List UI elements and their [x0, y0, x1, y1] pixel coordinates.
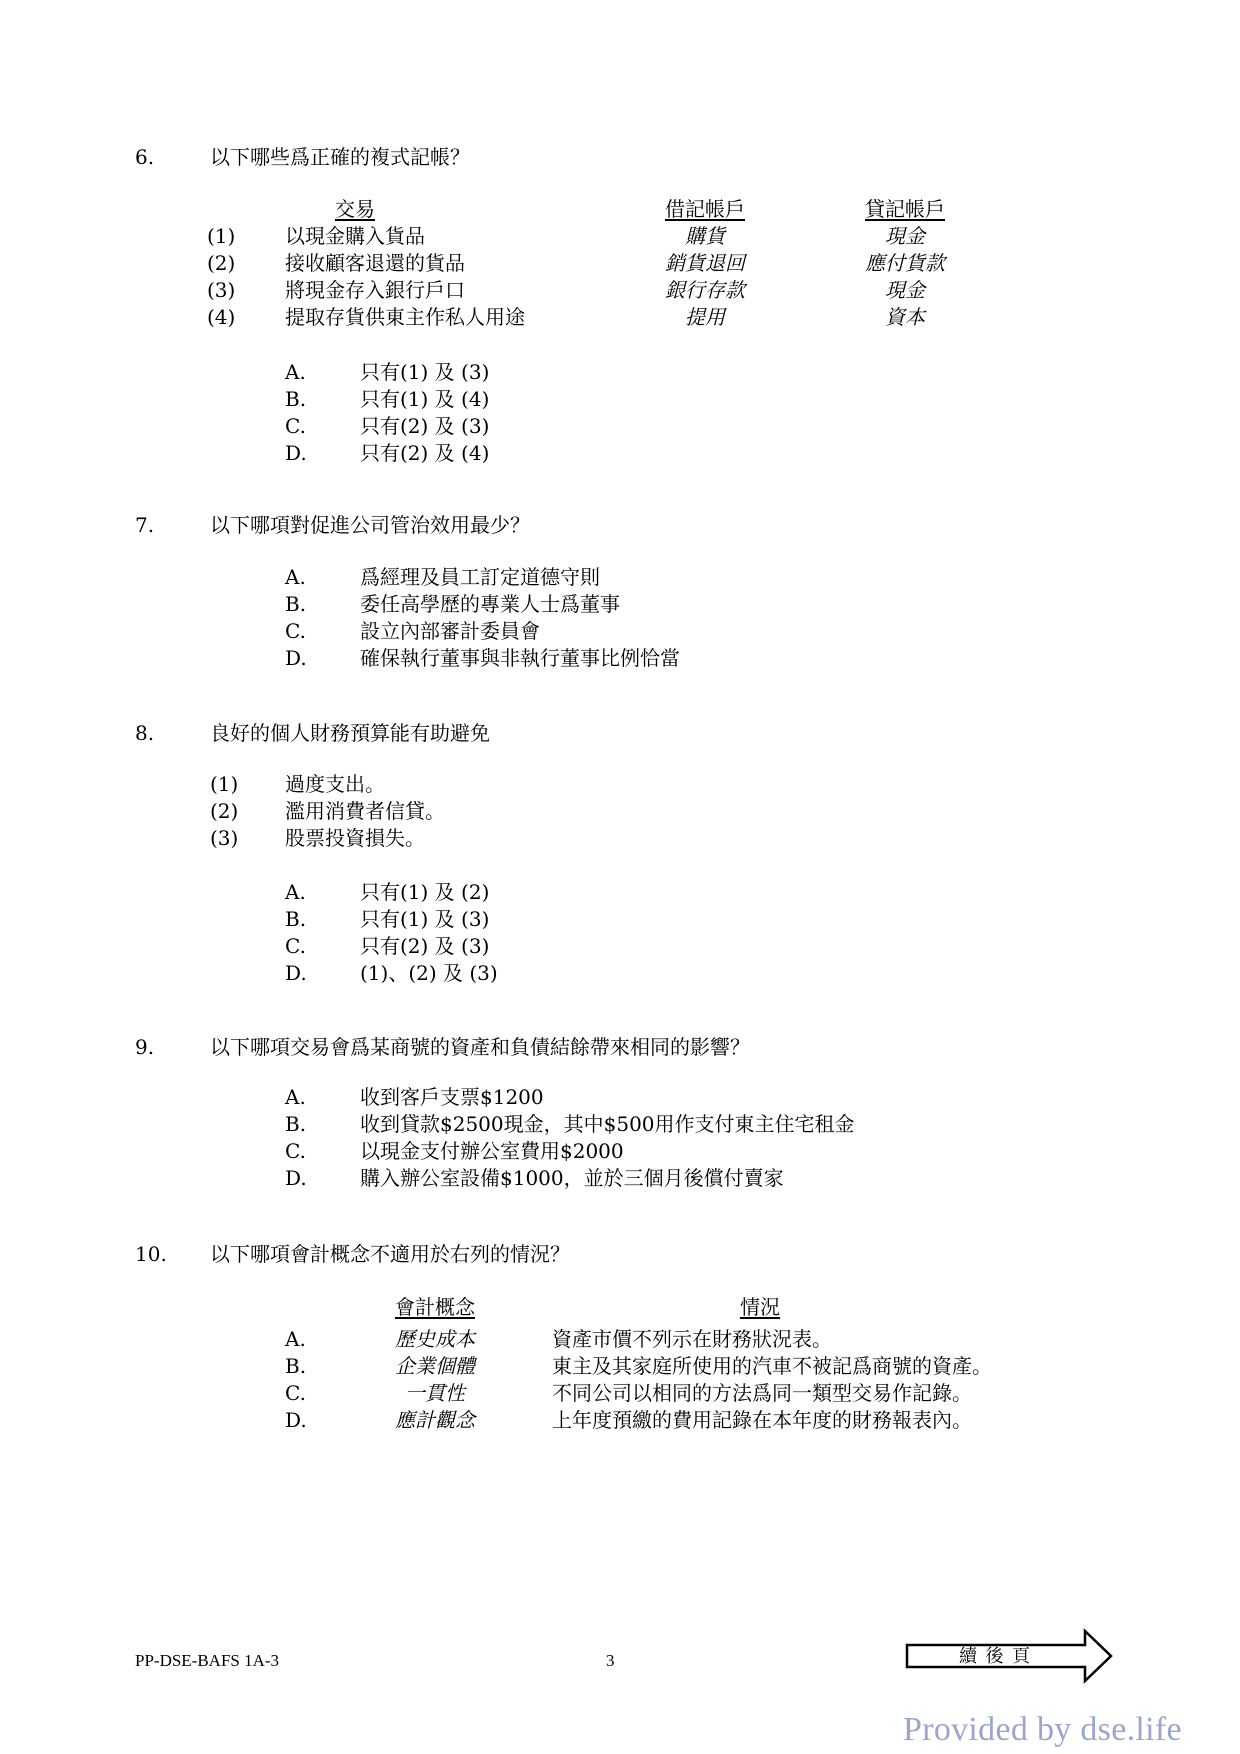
q9-option-b-text: 收到貸款$2500現金，其中$500用作支付東主住宅租金 — [360, 1112, 855, 1136]
q9-option-a-letter: A. — [285, 1085, 306, 1109]
q9-option-d-letter: D. — [285, 1166, 307, 1190]
q10-option-b-situation: 東主及其家庭所使用的汽車不被記爲商號的資產。 — [552, 1354, 992, 1378]
q10-option-a-letter: A. — [285, 1327, 306, 1351]
question-8-text: 良好的個人財務預算能有助避免 — [210, 721, 490, 745]
question-7-text: 以下哪項對促進公司管治效用最少？ — [210, 513, 530, 537]
q7-option-a-letter: A. — [285, 565, 306, 589]
q6-row-num: (3) — [207, 278, 236, 302]
q6-row-debit: 銷貨退回 — [665, 251, 745, 275]
q6-option-c-text: 只有(2) 及 (3) — [360, 414, 490, 438]
q8-option-c-text: 只有(2) 及 (3) — [360, 934, 490, 958]
q8-option-b-text: 只有(1) 及 (3) — [360, 907, 490, 931]
q10-option-a-situation: 資產市價不列示在財務狀況表。 — [552, 1327, 832, 1351]
q6-row-text: 接收顧客退還的貨品 — [285, 251, 465, 275]
page-number: 3 — [606, 1651, 615, 1670]
q6-option-d-letter: D. — [285, 441, 307, 465]
q10-option-b-concept: 企業個體 — [395, 1354, 475, 1378]
q10-header-concept: 會計概念 — [395, 1295, 475, 1319]
question-6-number: 6. — [135, 145, 155, 169]
q6-row-text: 將現金存入銀行戶口 — [285, 278, 465, 302]
q6-row-credit: 現金 — [885, 278, 925, 302]
q10-option-b-letter: B. — [285, 1354, 307, 1378]
q8-option-c-letter: C. — [285, 934, 306, 958]
q6-option-b-text: 只有(1) 及 (4) — [360, 387, 490, 411]
q8-option-d-text: (1)、(2) 及 (3) — [360, 961, 498, 985]
question-10-text: 以下哪項會計概念不適用於右列的情況？ — [210, 1242, 570, 1266]
question-9-number: 9. — [135, 1035, 155, 1059]
watermark: Provided by dse.life — [903, 1711, 1182, 1748]
question-8-number: 8. — [135, 721, 155, 745]
q8-item-text: 股票投資損失。 — [285, 826, 425, 850]
q7-option-b-letter: B. — [285, 592, 307, 616]
q7-option-d-text: 確保執行董事與非執行董事比例恰當 — [360, 646, 680, 670]
q6-row-num: (4) — [207, 305, 236, 329]
q7-option-d-letter: D. — [285, 646, 307, 670]
q8-item-text: 過度支出。 — [285, 772, 385, 796]
q6-row-debit: 購貨 — [685, 224, 725, 248]
q8-option-d-letter: D. — [285, 961, 307, 985]
q10-option-c-concept: 一貫性 — [405, 1381, 465, 1405]
q6-row-text: 提取存貨供東主作私人用途 — [285, 305, 525, 329]
q8-item-num: (2) — [210, 799, 239, 823]
q6-header-credit: 貸記帳戶 — [865, 197, 945, 221]
question-6-text: 以下哪些爲正確的複式記帳？ — [210, 145, 470, 169]
q6-row-credit: 資本 — [885, 305, 925, 329]
q8-option-a-text: 只有(1) 及 (2) — [360, 880, 490, 904]
q8-option-b-letter: B. — [285, 907, 307, 931]
q6-option-a-text: 只有(1) 及 (3) — [360, 360, 490, 384]
q10-option-a-concept: 歷史成本 — [395, 1327, 475, 1351]
q6-header-debit: 借記帳戶 — [665, 197, 745, 221]
continue-label: 續 後 頁 — [959, 1646, 1032, 1666]
q7-option-c-text: 設立內部審計委員會 — [360, 619, 540, 643]
q7-option-b-text: 委任高學歷的專業人士爲董事 — [360, 592, 620, 616]
q10-option-d-letter: D. — [285, 1408, 307, 1432]
q6-option-b-letter: B. — [285, 387, 307, 411]
q9-option-c-text: 以現金支付辦公室費用$2000 — [360, 1139, 624, 1163]
q10-option-c-situation: 不同公司以相同的方法爲同一類型交易作記錄。 — [552, 1381, 972, 1405]
question-7-number: 7. — [135, 513, 155, 537]
q6-option-d-text: 只有(2) 及 (4) — [360, 441, 490, 465]
question-10-number: 10. — [135, 1242, 167, 1266]
q6-row-num: (2) — [207, 251, 236, 275]
q6-row-debit: 提用 — [685, 305, 725, 329]
q9-option-b-letter: B. — [285, 1112, 307, 1136]
q6-row-credit: 現金 — [885, 224, 925, 248]
q10-header-situation: 情況 — [740, 1295, 780, 1319]
q8-item-num: (1) — [210, 772, 239, 796]
q8-option-a-letter: A. — [285, 880, 306, 904]
q7-option-a-text: 爲經理及員工訂定道德守則 — [360, 565, 600, 589]
q10-option-c-letter: C. — [285, 1381, 306, 1405]
q8-item-num: (3) — [210, 826, 239, 850]
q6-row-debit: 銀行存款 — [665, 278, 745, 302]
q6-row-num: (1) — [207, 224, 236, 248]
question-9-text: 以下哪項交易會爲某商號的資產和負債結餘帶來相同的影響？ — [210, 1035, 750, 1059]
q9-option-a-text: 收到客戶支票$1200 — [360, 1085, 544, 1109]
q6-header-transaction: 交易 — [335, 197, 375, 221]
q7-option-c-letter: C. — [285, 619, 306, 643]
q10-option-d-concept: 應計觀念 — [395, 1408, 475, 1432]
q6-row-text: 以現金購入貨品 — [285, 224, 425, 248]
q6-option-c-letter: C. — [285, 414, 306, 438]
continue-arrow — [905, 1628, 1115, 1684]
q8-item-text: 濫用消費者信貸。 — [285, 799, 445, 823]
q10-option-d-situation: 上年度預繳的費用記錄在本年度的財務報表內。 — [552, 1408, 972, 1432]
q9-option-d-text: 購入辦公室設備$1000，並於三個月後償付賣家 — [360, 1166, 784, 1190]
q9-option-c-letter: C. — [285, 1139, 306, 1163]
q6-option-a-letter: A. — [285, 360, 306, 384]
paper-code: PP-DSE-BAFS 1A-3 — [135, 1651, 280, 1670]
q6-row-credit: 應付貨款 — [865, 251, 945, 275]
